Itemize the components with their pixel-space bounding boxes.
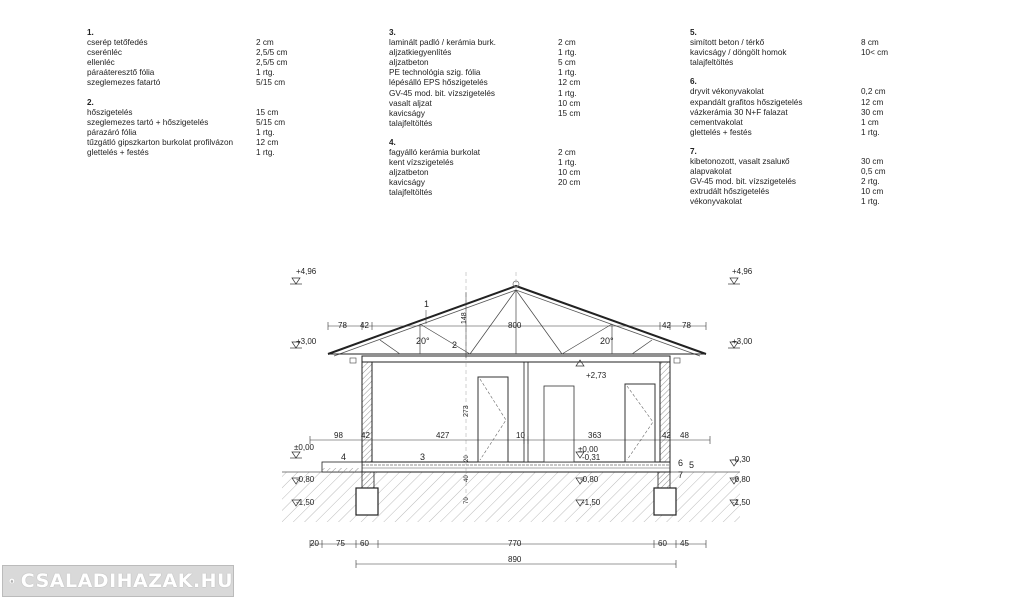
legend-item-value: 0,2 cm [861, 87, 886, 97]
legend-item-value: 2 rtg. [861, 177, 880, 187]
angle-right: 20° [600, 336, 614, 346]
legend-item-value: 10< cm [861, 48, 889, 58]
level-base-right: -1,50 [732, 498, 751, 507]
level-top-left: +4,96 [296, 267, 317, 276]
marker-3: 3 [420, 452, 426, 462]
dim-found-height-2: 40 [464, 475, 470, 482]
house-cross-section [270, 262, 770, 572]
legend-item [690, 38, 879, 48]
legend-column-2 [389, 28, 581, 199]
legend-section-title: 4. [389, 137, 396, 147]
dim-overhang-right: 78 [682, 321, 691, 330]
legend-item [690, 167, 886, 177]
marker-5: 5 [689, 460, 695, 470]
legend-item [690, 48, 889, 58]
legend-item-label: dryvit vékonyvakolat [690, 87, 764, 97]
level-floor-mid: ±0,00 [578, 445, 598, 454]
legend-item [389, 38, 576, 48]
dim-bottom-e: 60 [658, 539, 667, 548]
dim-span: 800 [508, 321, 522, 330]
door-exterior [625, 384, 655, 462]
legend-section-title: 2. [87, 97, 94, 107]
legend-item [690, 58, 802, 68]
roof-outline [328, 286, 706, 354]
legend-item [690, 97, 884, 108]
legend-item-label: vázkerámia 30 N+F falazat [690, 107, 788, 117]
marker-4: 4 [341, 452, 347, 462]
legend-item-label: hőszigetelés [87, 107, 133, 117]
dim-found-height-3: 70 [464, 497, 470, 504]
marker-6: 6 [678, 458, 684, 468]
legend-item-value: 1 rtg. [256, 127, 275, 137]
dim-partition: 10 [516, 431, 525, 440]
footing-left [362, 472, 374, 488]
legend-item-label: kibetonozott, vasalt zsaluкő [690, 157, 790, 167]
legend-item-value: 1 rtg. [558, 48, 577, 58]
level-top-right: +4,96 [732, 267, 753, 276]
legend-item [389, 178, 581, 188]
legend-item-label: talajfeltöltés [389, 118, 433, 128]
legend-section-title: 6. [690, 77, 697, 87]
dim-overhang-right-wall: 42 [662, 321, 671, 330]
legend-item-label: lépésálló EPS hőszigetelés [389, 78, 488, 88]
legend-item-label: glettelés + festés [690, 127, 752, 137]
legend-item [389, 168, 581, 178]
dim-ridge-height: 148 [461, 312, 468, 324]
legend-item-label: ellenléc [87, 58, 115, 68]
legend-item [690, 177, 880, 187]
marker-7: 7 [678, 470, 684, 480]
legend-item [690, 107, 884, 118]
legend-item-value: 1 rtg. [256, 68, 275, 78]
wall-right [660, 360, 670, 462]
legend-item-value: 1 rtg. [861, 197, 880, 207]
legend-item-value: 1 rtg. [256, 148, 275, 158]
legend-item [690, 117, 879, 128]
legend-item-label: aljzatbeton [389, 168, 429, 178]
legend-item-value: 0,5 cm [861, 167, 886, 177]
dim-floor-left-wall: 42 [361, 431, 370, 440]
legend-item-value: 10 cm [558, 168, 581, 178]
legend-item-label: alapvakolat [690, 167, 732, 177]
legend-item [87, 58, 288, 68]
angle-left: 20° [416, 336, 430, 346]
legend-item-value: 12 cm [861, 97, 884, 107]
legend-item-value: 10 cm [558, 98, 581, 108]
legend-item-value: 2,5/5 cm [256, 48, 288, 58]
legend-item-label: aljzatkiegyenlítés [389, 48, 452, 58]
house-logo-icon [9, 570, 15, 592]
footing-right [658, 472, 670, 488]
legend-item [389, 68, 577, 78]
level-footing-right: -0,80 [732, 475, 751, 484]
legend-item-label: kavicságy / döngölt homok [690, 48, 787, 58]
legend-item-value: 20 cm [558, 178, 581, 188]
legend-item [87, 78, 286, 88]
marker-1: 1 [424, 299, 430, 309]
legend-item [389, 98, 581, 109]
legend-item-value: 1 rtg. [558, 88, 577, 98]
dim-room1: 427 [436, 431, 450, 440]
legend-item [389, 158, 577, 168]
foundation-right [654, 488, 676, 515]
legend-item-value: 2 cm [558, 38, 576, 48]
legend-item [690, 197, 880, 207]
dim-room-height: 273 [463, 405, 470, 417]
legend-item-value: 15 cm [256, 107, 279, 117]
legend-item-label: expandált grafitos hőszigetelés [690, 97, 803, 107]
ceiling-slab [362, 356, 670, 362]
legend-item [87, 107, 279, 118]
partition-wall [524, 362, 528, 462]
dim-bottom-a: 20 [310, 539, 319, 548]
legend-item-label: simított beton / térkő [690, 38, 765, 48]
legend-item [87, 127, 275, 138]
legend-item [690, 87, 886, 97]
legend-item-label: talajfeltöltés [690, 58, 734, 68]
legend-item [389, 119, 496, 129]
legend-item [87, 148, 275, 158]
legend-item-label: kavicságy [389, 178, 425, 188]
legend-item-value: 1 rtg. [558, 68, 577, 78]
wall-left [362, 360, 372, 462]
legend-item-value: 1 rtg. [558, 158, 577, 168]
legend-item [690, 187, 884, 197]
legend-item [87, 117, 286, 128]
floor-slab [362, 462, 670, 472]
legend-item-value: 15 cm [558, 108, 581, 118]
legend-item-label: szeglemezes tartó + hőszigetelés [87, 117, 209, 127]
legend-item-label: páraáteresztő fólia [87, 68, 155, 78]
dim-overhang-left-wall: 42 [360, 321, 369, 330]
legend-item-label: fagyálló kerámia burkolat [389, 148, 481, 158]
legend-item-label: extrudált hőszigetelés [690, 187, 770, 197]
legend-item [389, 48, 577, 58]
level-ground-right: -0,30 [732, 455, 751, 464]
marker-2: 2 [452, 340, 458, 350]
dim-bottom-d: 770 [508, 539, 522, 548]
dim-room2: 363 [588, 431, 602, 440]
legend-item [389, 88, 577, 99]
legend-item-value: 30 cm [861, 157, 884, 167]
legend-item-value: 5 cm [558, 58, 576, 68]
legend-item-label: GV-45 mod. bit. vízszigetelés [690, 177, 797, 187]
legend-item [87, 68, 275, 78]
legend-item-label: kavicságy [389, 108, 425, 118]
dim-floor-left-out: 98 [334, 431, 343, 440]
legend-item [87, 48, 288, 58]
legend-item-value: 12 cm [256, 137, 279, 147]
dim-bottom-f: 45 [680, 539, 689, 548]
legend-section-title: 5. [690, 28, 697, 37]
level-ground-mid: -0,31 [582, 453, 601, 462]
legend-item-value: 2,5/5 cm [256, 58, 288, 68]
foundation-left [356, 488, 378, 515]
legend-item-label: laminált padló / kerámia burk. [389, 38, 496, 48]
legend-item-label: vasalt aljzat [389, 98, 432, 108]
legend-column-1 [87, 28, 288, 158]
level-footing-mid: -0,80 [580, 475, 599, 484]
legend-item-value: 8 cm [861, 38, 879, 48]
legend-item [87, 137, 279, 148]
level-eave-right: +3,00 [732, 337, 753, 346]
legend-item-label: tűzgátló gipszkarton burkolat profilvázon [87, 137, 234, 147]
legend-item [87, 38, 274, 48]
legend-item-value: 1 rtg. [861, 127, 880, 137]
legend-item [690, 157, 884, 167]
legend-item-label: szeglemezes fatartó [87, 78, 161, 88]
legend-item-label: cserép tetőfedés [87, 38, 148, 48]
level-floor-left: ±0,00 [294, 443, 314, 452]
door-interior [478, 377, 508, 462]
legend-item-label: párazáró fólia [87, 127, 137, 137]
legend-column-3 [690, 28, 889, 208]
legend-section-title: 3. [389, 28, 396, 37]
legend-item [389, 78, 581, 88]
legend-item-value: 5/15 cm [256, 117, 286, 127]
dim-floor-right-wall: 42 [662, 431, 671, 440]
level-ceiling: +2,73 [586, 371, 607, 380]
legend-item [389, 58, 576, 68]
level-eave-left: +3,00 [296, 337, 317, 346]
legend-item-value: 2 cm [558, 148, 576, 158]
legend-item-value: 30 cm [861, 107, 884, 117]
legend-item-label: GV-45 mod. bit. vízszigetelés [389, 88, 496, 98]
legend-item-label: glettelés + festés [87, 148, 149, 158]
legend-item [389, 148, 576, 158]
legend-item-label: cseréпléc [87, 48, 122, 58]
legend-item-label: aljzatbeton [389, 58, 429, 68]
legend-item-label: vékonyvakolat [690, 197, 742, 207]
dim-total: 890 [508, 555, 522, 564]
dim-bottom-c: 60 [360, 539, 369, 548]
legend-section-title: 1. [87, 28, 94, 37]
legend-item-label: talajfeltöltés [389, 188, 433, 198]
dim-floor-right-out: 48 [680, 431, 689, 440]
level-base-left: -1,50 [296, 498, 315, 507]
legend-item-value: 2 cm [256, 38, 274, 48]
legend-item-label: cementvakolat [690, 117, 743, 127]
level-base-mid: -1,50 [582, 498, 601, 507]
dim-overhang-left: 78 [338, 321, 347, 330]
legend-item-value: 1 cm [861, 117, 879, 127]
opening [544, 386, 574, 462]
site-logo[interactable] [2, 565, 234, 597]
legend-item-label: kent vízszigetelés [389, 158, 454, 168]
legend-item-value: 12 cm [558, 78, 581, 88]
legend-item [389, 188, 496, 198]
level-footing-left: -0,80 [296, 475, 315, 484]
dim-bottom-b: 75 [336, 539, 345, 548]
legend-section-title: 7. [690, 146, 697, 156]
legend-item [389, 108, 581, 119]
legend-item-label: PE technológia szig. fólia [389, 68, 481, 78]
legend-item-value: 5/15 cm [256, 78, 286, 88]
legend-item-value: 10 cm [861, 187, 884, 197]
dim-found-height-1: 20 [464, 455, 470, 462]
logo-text: CSALADIHAZAK.HU [20, 570, 233, 592]
legend-item [690, 127, 880, 138]
